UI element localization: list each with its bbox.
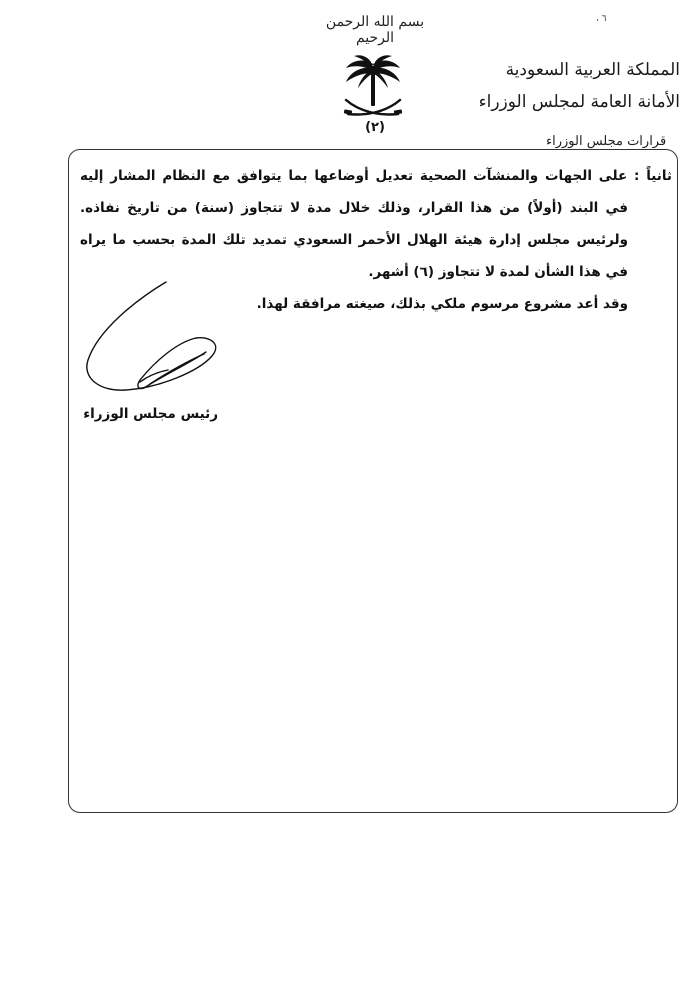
frame-label: قرارات مجلس الوزراء bbox=[540, 134, 672, 149]
handwritten-signature-icon bbox=[78, 280, 228, 400]
body-line-1-text: : على الجهات والمنشآت الصحية تعديل أوضاعها بما يتوافق مع النظام المشار إليه bbox=[80, 168, 640, 184]
corner-marks: ، ٦ bbox=[596, 14, 607, 24]
item-label: ثانياً bbox=[646, 168, 672, 184]
body-line-4: في هذا الشأن لمدة لا تتجاوز (٦) أشهر. bbox=[368, 264, 628, 280]
body-line-2: في البند (أولاً) من هذا القرار، وذلك خلال مدة لا تتجاوز (سنة) من تاريخ نفاذه. bbox=[80, 200, 628, 216]
palm-and-crossed-swords-emblem-icon bbox=[340, 54, 406, 126]
body-line-1 bbox=[80, 160, 672, 192]
kingdom-heading: المملكة العربية السعودية bbox=[505, 60, 680, 80]
secretariat-heading: الأمانة العامة لمجلس الوزراء bbox=[478, 92, 680, 112]
basmala: بسم الله الرحمن الرحيم bbox=[325, 14, 425, 46]
body-line-3: ولرئيس مجلس إدارة هيئة الهلال الأحمر السعودي تمديد تلك المدة بحسب ما يراه bbox=[80, 232, 628, 248]
page-number: (٢) bbox=[365, 120, 385, 135]
signer-title: رئيس مجلس الوزراء bbox=[83, 406, 218, 422]
body-line-5: وقد أعد مشروع مرسوم ملكي بذلك، صيغته مرافقة لهذا. bbox=[256, 296, 628, 312]
